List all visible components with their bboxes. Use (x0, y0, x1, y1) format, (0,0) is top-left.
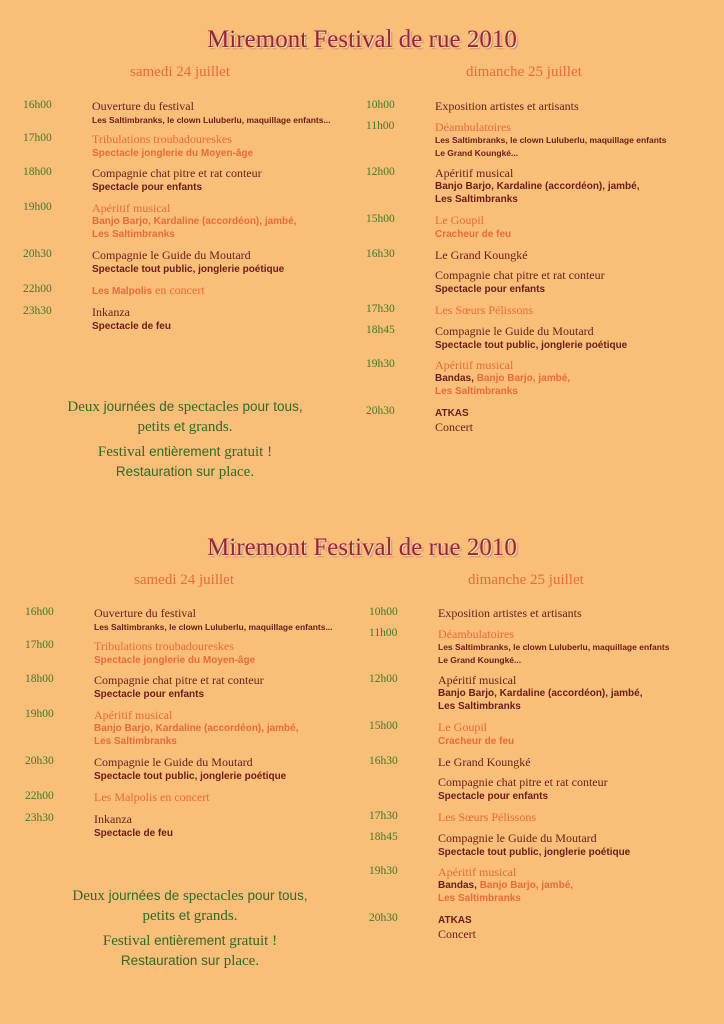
event-desc: Les Saltimbranks, le clown Luluberlu, maquillage enfants... (94, 622, 333, 632)
event-desc: Concert (435, 420, 473, 434)
event-desc: Spectacle tout public, jonglerie poétique (94, 771, 287, 782)
event-desc: Les Saltimbranks, le clown Luluberlu, maquillage enfants... (92, 115, 331, 125)
event-time: 22h00 (23, 283, 52, 295)
event-name: Inkanza (92, 305, 130, 319)
event-desc: Spectacle jonglerie du Moyen-âge (92, 148, 254, 159)
event-name: Apéritif musical (438, 673, 517, 687)
flyer-top (0, 0, 724, 500)
event-time: 20h30 (23, 248, 52, 260)
event-name: Apéritif musical (435, 166, 514, 180)
tagline-text: Restauration sur (120, 953, 220, 968)
event-name: Compagnie le Guide du Moutard (94, 755, 253, 769)
event-name: Déambulatoires (438, 627, 514, 641)
event-desc-part-highlight: Banjo Barjo, jambé, (479, 880, 574, 891)
event-name (435, 405, 469, 420)
event-time: 23h30 (25, 812, 54, 824)
event-name: Compagnie le Guide du Moutard (435, 324, 594, 338)
event-desc-line2: Les Saltimbranks (438, 701, 521, 712)
event-name: Compagnie chat pitre et rat conteur (435, 268, 605, 282)
event-desc: Cracheur de feu (438, 736, 515, 747)
tagline-text: place. (219, 953, 260, 969)
event-time: 18h00 (25, 673, 54, 685)
event-desc: Spectacle pour enfants (94, 689, 205, 700)
tagline-text: pour tous, (242, 399, 303, 414)
event-name: Compagnie chat pitre et rat conteur (94, 673, 264, 687)
tagline-text: Restauration sur (115, 464, 215, 479)
event-desc: Banjo Barjo, Kardaline (accordéon), jambé, (435, 181, 640, 192)
event-desc: Banjo Barjo, Kardaline (accordéon), jambé, (92, 216, 297, 227)
event-desc-part: Bandas, (438, 880, 480, 891)
event-time: 19h00 (23, 201, 52, 213)
tagline-line (15, 442, 355, 462)
flyer-title: Miremont Festival de rue 2010 (207, 26, 517, 53)
event-time: 15h00 (366, 213, 395, 225)
tagline-text: spectacles (174, 399, 243, 415)
event-desc-line2: Les Saltimbranks (435, 386, 518, 397)
tagline-text: entièrement (154, 933, 226, 948)
event-time: 17h30 (369, 810, 398, 822)
event-name (92, 283, 205, 298)
event-name: Compagnie le Guide du Moutard (438, 831, 597, 845)
event-time: 18h45 (369, 831, 398, 843)
tagline (15, 397, 355, 482)
event-desc-line2: Les Saltimbranks (435, 194, 518, 205)
event-name: Déambulatoires (435, 120, 511, 134)
event-time: 23h30 (23, 305, 52, 317)
event-desc-line2: Le Grand Koungké... (435, 148, 519, 158)
event-name: Tribulations troubadoureskes (92, 132, 232, 146)
tagline-text: journées de (103, 399, 175, 414)
event-name: Exposition artistes et artisants (438, 606, 582, 620)
event-time: 11h00 (369, 627, 398, 639)
event-time: 18h45 (366, 324, 395, 336)
event-desc-line2: Les Saltimbranks (94, 736, 177, 747)
tagline-text: gratuit ! (220, 444, 273, 460)
event-time: 15h00 (369, 720, 398, 732)
tagline-text: petits (137, 419, 174, 435)
event-desc: Banjo Barjo, Kardaline (accordéon), jambé, (94, 723, 299, 734)
event-time: 17h00 (25, 639, 54, 651)
event-desc: Spectacle de feu (94, 828, 173, 839)
tagline-text: pour tous, (247, 888, 308, 903)
event-name: Compagnie chat pitre et rat conteur (438, 775, 608, 789)
event-desc-line2: Le Grand Koungké... (438, 655, 522, 665)
day-heading-sunday: dimanche 25 juillet (468, 572, 584, 588)
event-desc: Spectacle pour enfants (435, 284, 546, 295)
event-desc-line2: Les Saltimbranks (92, 229, 175, 240)
event-desc: Spectacle pour enfants (92, 182, 203, 193)
tagline-text: petits (142, 908, 179, 924)
event-time: 20h30 (25, 755, 54, 767)
tagline-text: spectacles (179, 888, 248, 904)
event-desc-part-highlight: Banjo Barjo, jambé, (476, 373, 571, 384)
tagline-line (20, 886, 360, 906)
event-time: 19h30 (366, 358, 395, 370)
event-name: Les Sœurs Pélissons (435, 303, 534, 317)
event-name: Apéritif musical (438, 865, 517, 879)
event-desc: Cracheur de feu (435, 229, 512, 240)
event-name: Apéritif musical (92, 201, 171, 215)
event-desc: Spectacle tout public, jonglerie poétique (438, 847, 631, 858)
tagline-text: place. (214, 464, 255, 480)
event-time: 16h30 (369, 755, 398, 767)
event-desc-line2: Les Saltimbranks (438, 893, 521, 904)
tagline-line (15, 417, 355, 437)
tagline-text: Festival (102, 933, 155, 949)
event-desc: Les Saltimbranks, le clown Luluberlu, maquillage enfants (438, 642, 670, 652)
tagline-line (20, 931, 360, 951)
event-name (438, 912, 472, 927)
event-desc: Banjo Barjo, Kardaline (accordéon), jambé, (438, 688, 643, 699)
tagline-text: et (173, 419, 185, 434)
event-name: Les Malpolis en concert (94, 790, 210, 804)
event-desc: Spectacle tout public, jonglerie poétique (92, 264, 285, 275)
tagline-text: grands. (185, 419, 233, 435)
flyer-bottom (0, 508, 724, 1008)
tagline (20, 886, 360, 971)
event-name: Le Goupil (435, 213, 484, 227)
event-time: 17h30 (366, 303, 395, 315)
tagline-text: grands. (190, 908, 238, 924)
event-desc: Concert (438, 927, 476, 941)
event-name: Le Grand Koungké (438, 755, 531, 769)
flyer-title: Miremont Festival de rue 2010 (207, 534, 517, 561)
tagline-text: gratuit ! (225, 933, 278, 949)
event-time: 12h00 (366, 166, 395, 178)
event-name: Les Sœurs Pélissons (438, 810, 537, 824)
tagline-line (20, 906, 360, 926)
event-name: Compagnie chat pitre et rat conteur (92, 166, 262, 180)
event-time: 10h00 (369, 606, 398, 618)
event-time: 20h30 (369, 912, 398, 924)
event-desc: Spectacle de feu (92, 321, 171, 332)
tagline-line (15, 462, 355, 482)
event-time: 17h00 (23, 132, 52, 144)
event-time: 10h00 (366, 99, 395, 111)
event-name: Apéritif musical (94, 708, 173, 722)
event-name: Le Goupil (438, 720, 487, 734)
event-name-suffix: en concert (152, 283, 205, 297)
event-desc: Les Saltimbranks, le clown Luluberlu, maquillage enfants (435, 135, 667, 145)
event-desc-part: Bandas, (435, 373, 477, 384)
event-time: 16h00 (25, 606, 54, 618)
event-time: 18h00 (23, 166, 52, 178)
tagline-line (15, 397, 355, 417)
tagline-text: Festival (97, 444, 150, 460)
event-time: 22h00 (25, 790, 54, 802)
event-time: 19h00 (25, 708, 54, 720)
event-name: Inkanza (94, 812, 132, 826)
event-name: Le Grand Koungké (435, 248, 528, 262)
event-desc: Spectacle tout public, jonglerie poétique (435, 340, 628, 351)
event-desc: Spectacle jonglerie du Moyen-âge (94, 655, 256, 666)
tagline-text: journées de (108, 888, 180, 903)
event-time: 16h00 (23, 99, 52, 111)
event-time: 19h30 (369, 865, 398, 877)
event-name: Tribulations troubadoureskes (94, 639, 234, 653)
band-name: ATKAS (438, 915, 472, 926)
tagline-text: Deux (72, 888, 109, 904)
event-time: 11h00 (366, 120, 395, 132)
tagline-line (20, 951, 360, 971)
band-name: ATKAS (435, 408, 469, 419)
event-name: Ouverture du festival (92, 99, 194, 113)
tagline-text: Deux (67, 399, 104, 415)
event-time: 12h00 (369, 673, 398, 685)
event-desc: Spectacle pour enfants (438, 791, 549, 802)
day-heading-saturday: samedi 24 juillet (130, 64, 230, 80)
tagline-text: entièrement (149, 444, 221, 459)
event-name: Exposition artistes et artisants (435, 99, 579, 113)
band-name: Les Malpolis (92, 286, 153, 297)
day-heading-sunday: dimanche 25 juillet (466, 64, 582, 80)
day-heading-saturday: samedi 24 juillet (134, 572, 234, 588)
event-name: Apéritif musical (435, 358, 514, 372)
event-desc (438, 879, 573, 892)
event-name: Ouverture du festival (94, 606, 196, 620)
event-desc (435, 372, 570, 385)
event-time: 16h30 (366, 248, 395, 260)
event-name: Compagnie le Guide du Moutard (92, 248, 251, 262)
event-time: 20h30 (366, 405, 395, 417)
tagline-text: et (178, 908, 190, 923)
